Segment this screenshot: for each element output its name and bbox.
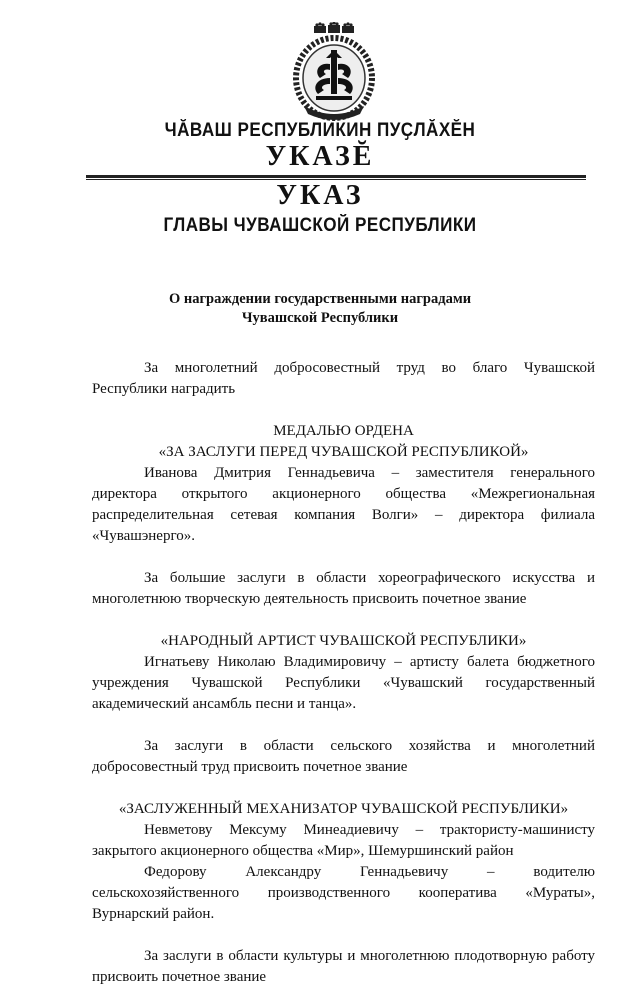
chuvash-header-line: ЧĂВАШ РЕСПУБЛИКИН ПУҪЛĂХĔН xyxy=(164,120,476,141)
decree-body xyxy=(92,358,595,988)
paragraph: За заслуги в области культуры и многолетнюю плодотворную работу присвоить почетное звание xyxy=(92,948,595,985)
chuvash-decree-title: УКАЗĔ xyxy=(265,141,375,172)
award-title: «ЗАСЛУЖЕННЫЙ МЕХАНИЗАТОР ЧУВАШСКОЙ РЕСПУБЛИКИ» xyxy=(118,801,569,817)
award-title: «ЗА ЗАСЛУГИ ПЕРЕД ЧУВАШСКОЙ РЕСПУБЛИКОЙ» xyxy=(158,444,529,460)
chuvash-coat-of-arms-emblem xyxy=(286,22,382,122)
award-recipient: Невметову Мексуму Минеадиевичу – трактористу-машинисту закрытого акционерного общества «Мир», Шемуршинский район xyxy=(92,822,595,859)
award-title: «НАРОДНЫЙ АРТИСТ ЧУВАШСКОЙ РЕСПУБЛИКИ» xyxy=(160,633,527,649)
award-recipient: Федорову Александру Геннадьевичу – водителю сельскохозяйственного производственного кооператива «Мураты», Вурнарский район. xyxy=(92,864,595,922)
award-recipient: Игнатьеву Николаю Владимировичу – артисту балета бюджетного учреждения Чувашской Республики «Чувашский государственный академический ансамбль песни и танца». xyxy=(92,654,595,712)
subject-line-2: Чувашской Республики xyxy=(241,310,399,326)
decree-subject xyxy=(0,290,640,328)
issuer-line: ГЛАВЫ ЧУВАШСКОЙ РЕСПУБЛИКИ xyxy=(163,215,477,236)
paragraph: За заслуги в области сельского хозяйства и многолетний добросовестный труд присвоить почетное звание xyxy=(92,738,595,775)
paragraph: За большие заслуги в области хореографического искусства и многолетнюю творческую деятельность присвоить почетное звание xyxy=(92,570,595,607)
paragraph: За многолетний добросовестный труд во благо Чувашской Республики наградить xyxy=(92,360,595,397)
decree-title: УКАЗ xyxy=(276,180,364,211)
header-divider xyxy=(86,175,586,178)
award-recipient: Иванова Дмитрия Геннадьевича – заместителя генерального директора открытого акционерного общества «Межрегиональная распределительная сетевая компания Волги» – директора филиала «Чувашэнерго». xyxy=(92,465,595,544)
award-title: МЕДАЛЬЮ ОРДЕНА xyxy=(273,423,414,439)
subject-line-1: О награждении государственными наградами xyxy=(168,291,472,307)
